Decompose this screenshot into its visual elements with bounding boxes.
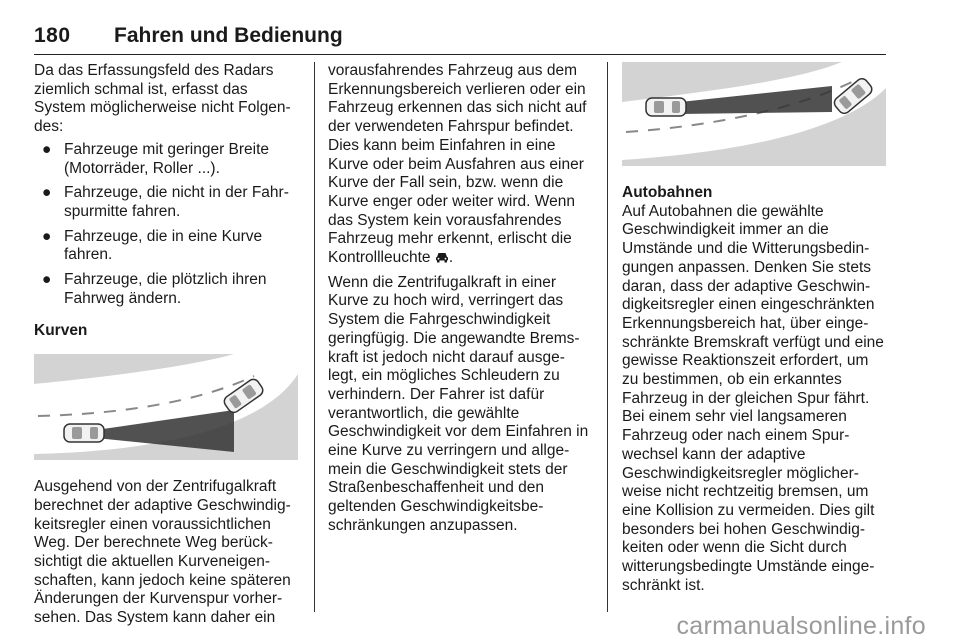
intro-paragraph: Da das Erfassungsfeld des Radars ziemlich schmal ist, erfasst das System möglicherweise nicht Folgen-des: [34,62,291,136]
chapter-title: Fahren und Bedienung [114,24,343,47]
section-heading-highways: Autobahnen [622,184,713,201]
highway-paragraph: Auf Autobahnen die gewählte Geschwindigkeit immer an die Umstände und die Witterungsbedin-gungen anpassen. Denken Sie stets daran, dass der adaptive Geschwin-digkeitsregler einen eingeschränkten Erkennungsbereich hat, über einge-schränkte Bremskraft verfügt und eine gewisse Reaktionszeit erfordert, um zu bestimmen, ob ein erkanntes Fahrzeug in der gleichen Spur fährt. Bei einem sehr viel langsameren Fahrzeug oder nach einem Spur-wechsel kann der adaptive Geschwindigkeitsregler möglicher-weise nicht rechtzeitig bremsen, um eine Kollision zu vermeiden. Dies gilt besonders bei hohen Geschwindig-keiten oder wenn die Sicht durch witterungsbedingte Umstände einge-schränkt ist. [622,202,884,594]
column-3 [622,62,886,595]
curve-paragraph: Ausgehend von der Zentrifugalkraft berechnet der adaptive Geschwindig-keitsregler einen voraussichtlichen Weg. Der berechnete Weg berück-sichtigt die aktuellen Kurveneigen-schaften, kann jedoch keine späteren Änderungen der Kurvenspur vorher-sehen. Das System kann daher ein [34,478,291,627]
centrifugal-paragraph: Wenn die Zentrifugalkraft in einer Kurve zu hoch wird, verringert das System die Fahrgeschwindigkeit geringfügig. Die angewandte Brems-kraft ist jedoch nicht darauf ausge-legt, ein mögliches Schleudern zu verhindern. Der Fahrer ist dafür verantwortlich, die gewählte Geschwindigkeit vor dem Einfahren in eine Kurve zu verringern und allge-mein die Geschwindigkeit stets der Straßenbeschaffenheit und den geltenden Geschwindigkeitsbe-schränkungen anzupassen. [328,273,589,534]
list-item: ● Fahrzeuge, die in eine Kurve fahren. [42,227,263,264]
list-item: ● Fahrzeuge, die plötzlich ihren Fahrweg ändern. [42,271,267,307]
list-item: ● Fahrzeuge mit geringer Breite (Motorräder, Roller ...). [42,140,270,177]
bullet: ● [42,271,52,289]
column-1 [34,62,302,628]
curve-illustration [34,354,298,460]
page-number: 180 [34,24,71,47]
vehicle-ahead-indicator-icon [435,251,449,263]
bullet: ● [42,227,52,245]
continuation-paragraph: vorausfahrendes Fahrzeug aus dem Erkennungsbereich verlieren oder ein Fahrzeug erkennen das sich nicht auf der verwendeten Fahrspur befindet. Dies kann beim Einfahren in eine Kurve oder beim Ausfahren aus einer Kurve der Fall sein, bzw. wenn die Kurve enger oder weiter wird. Wenn das System kein vorausfahrendes Fahrzeug mehr erkennt, erlischt die Kontrollleuchte . [328,62,587,267]
page-header [34,24,886,55]
column-divider-2 [607,62,608,612]
column-2 [328,62,594,536]
column-divider-1 [314,62,315,612]
bullet: ● [42,184,52,202]
section-heading-curves: Kurven [34,322,88,340]
list-item: ● Fahrzeuge, die nicht in der Fahr-spurmitte fahren. [42,184,289,220]
bullet: ● [42,140,52,158]
highway-illustration [622,62,886,166]
limitations-list [34,141,302,309]
watermark: carmanualsonline.info [676,612,926,640]
